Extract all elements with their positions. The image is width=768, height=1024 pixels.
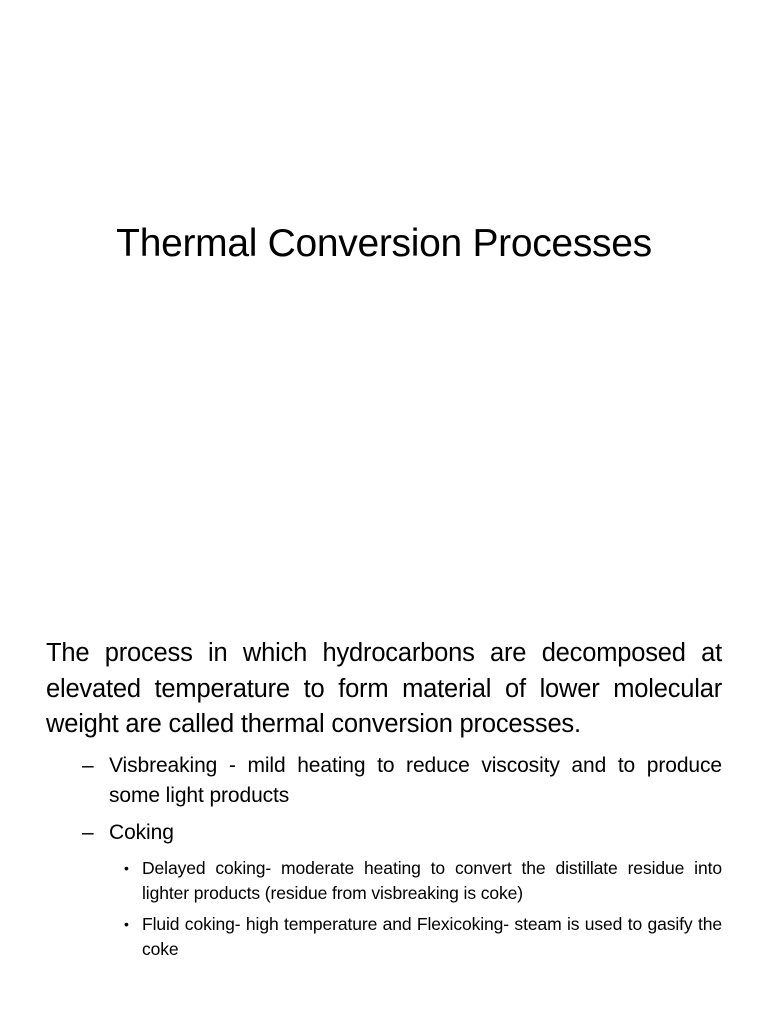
dot-bullet-icon: • — [124, 859, 129, 876]
sub-item-delayed-coking — [46, 856, 722, 907]
slide-body — [46, 636, 722, 963]
sub-item-text: Delayed coking- moderate heating to convert the distillate residue into lighter products (residue from visbreaking is coke) — [142, 857, 722, 903]
intro-paragraph: The process in which hydrocarbons are decomposed at elevated temperature to form material of lower molecular weight are called thermal conversion processes. — [46, 639, 722, 738]
list-item-text: Visbreaking - mild heating to reduce viscosity and to produce some light products — [109, 753, 722, 807]
sub-item-text: Fluid coking- high temperature and Flexicoking- steam is used to gasify the coke — [142, 913, 722, 959]
sub-item-fluid-coking — [46, 912, 722, 963]
list-item-visbreaking — [46, 751, 722, 811]
dot-bullet-icon: • — [124, 915, 129, 932]
list-item-text: Coking — [109, 820, 174, 844]
dash-bullet-icon: – — [82, 753, 94, 777]
slide-title: Thermal Conversion Processes — [116, 222, 652, 265]
dash-bullet-icon: – — [82, 820, 94, 844]
list-item-coking — [46, 818, 722, 848]
